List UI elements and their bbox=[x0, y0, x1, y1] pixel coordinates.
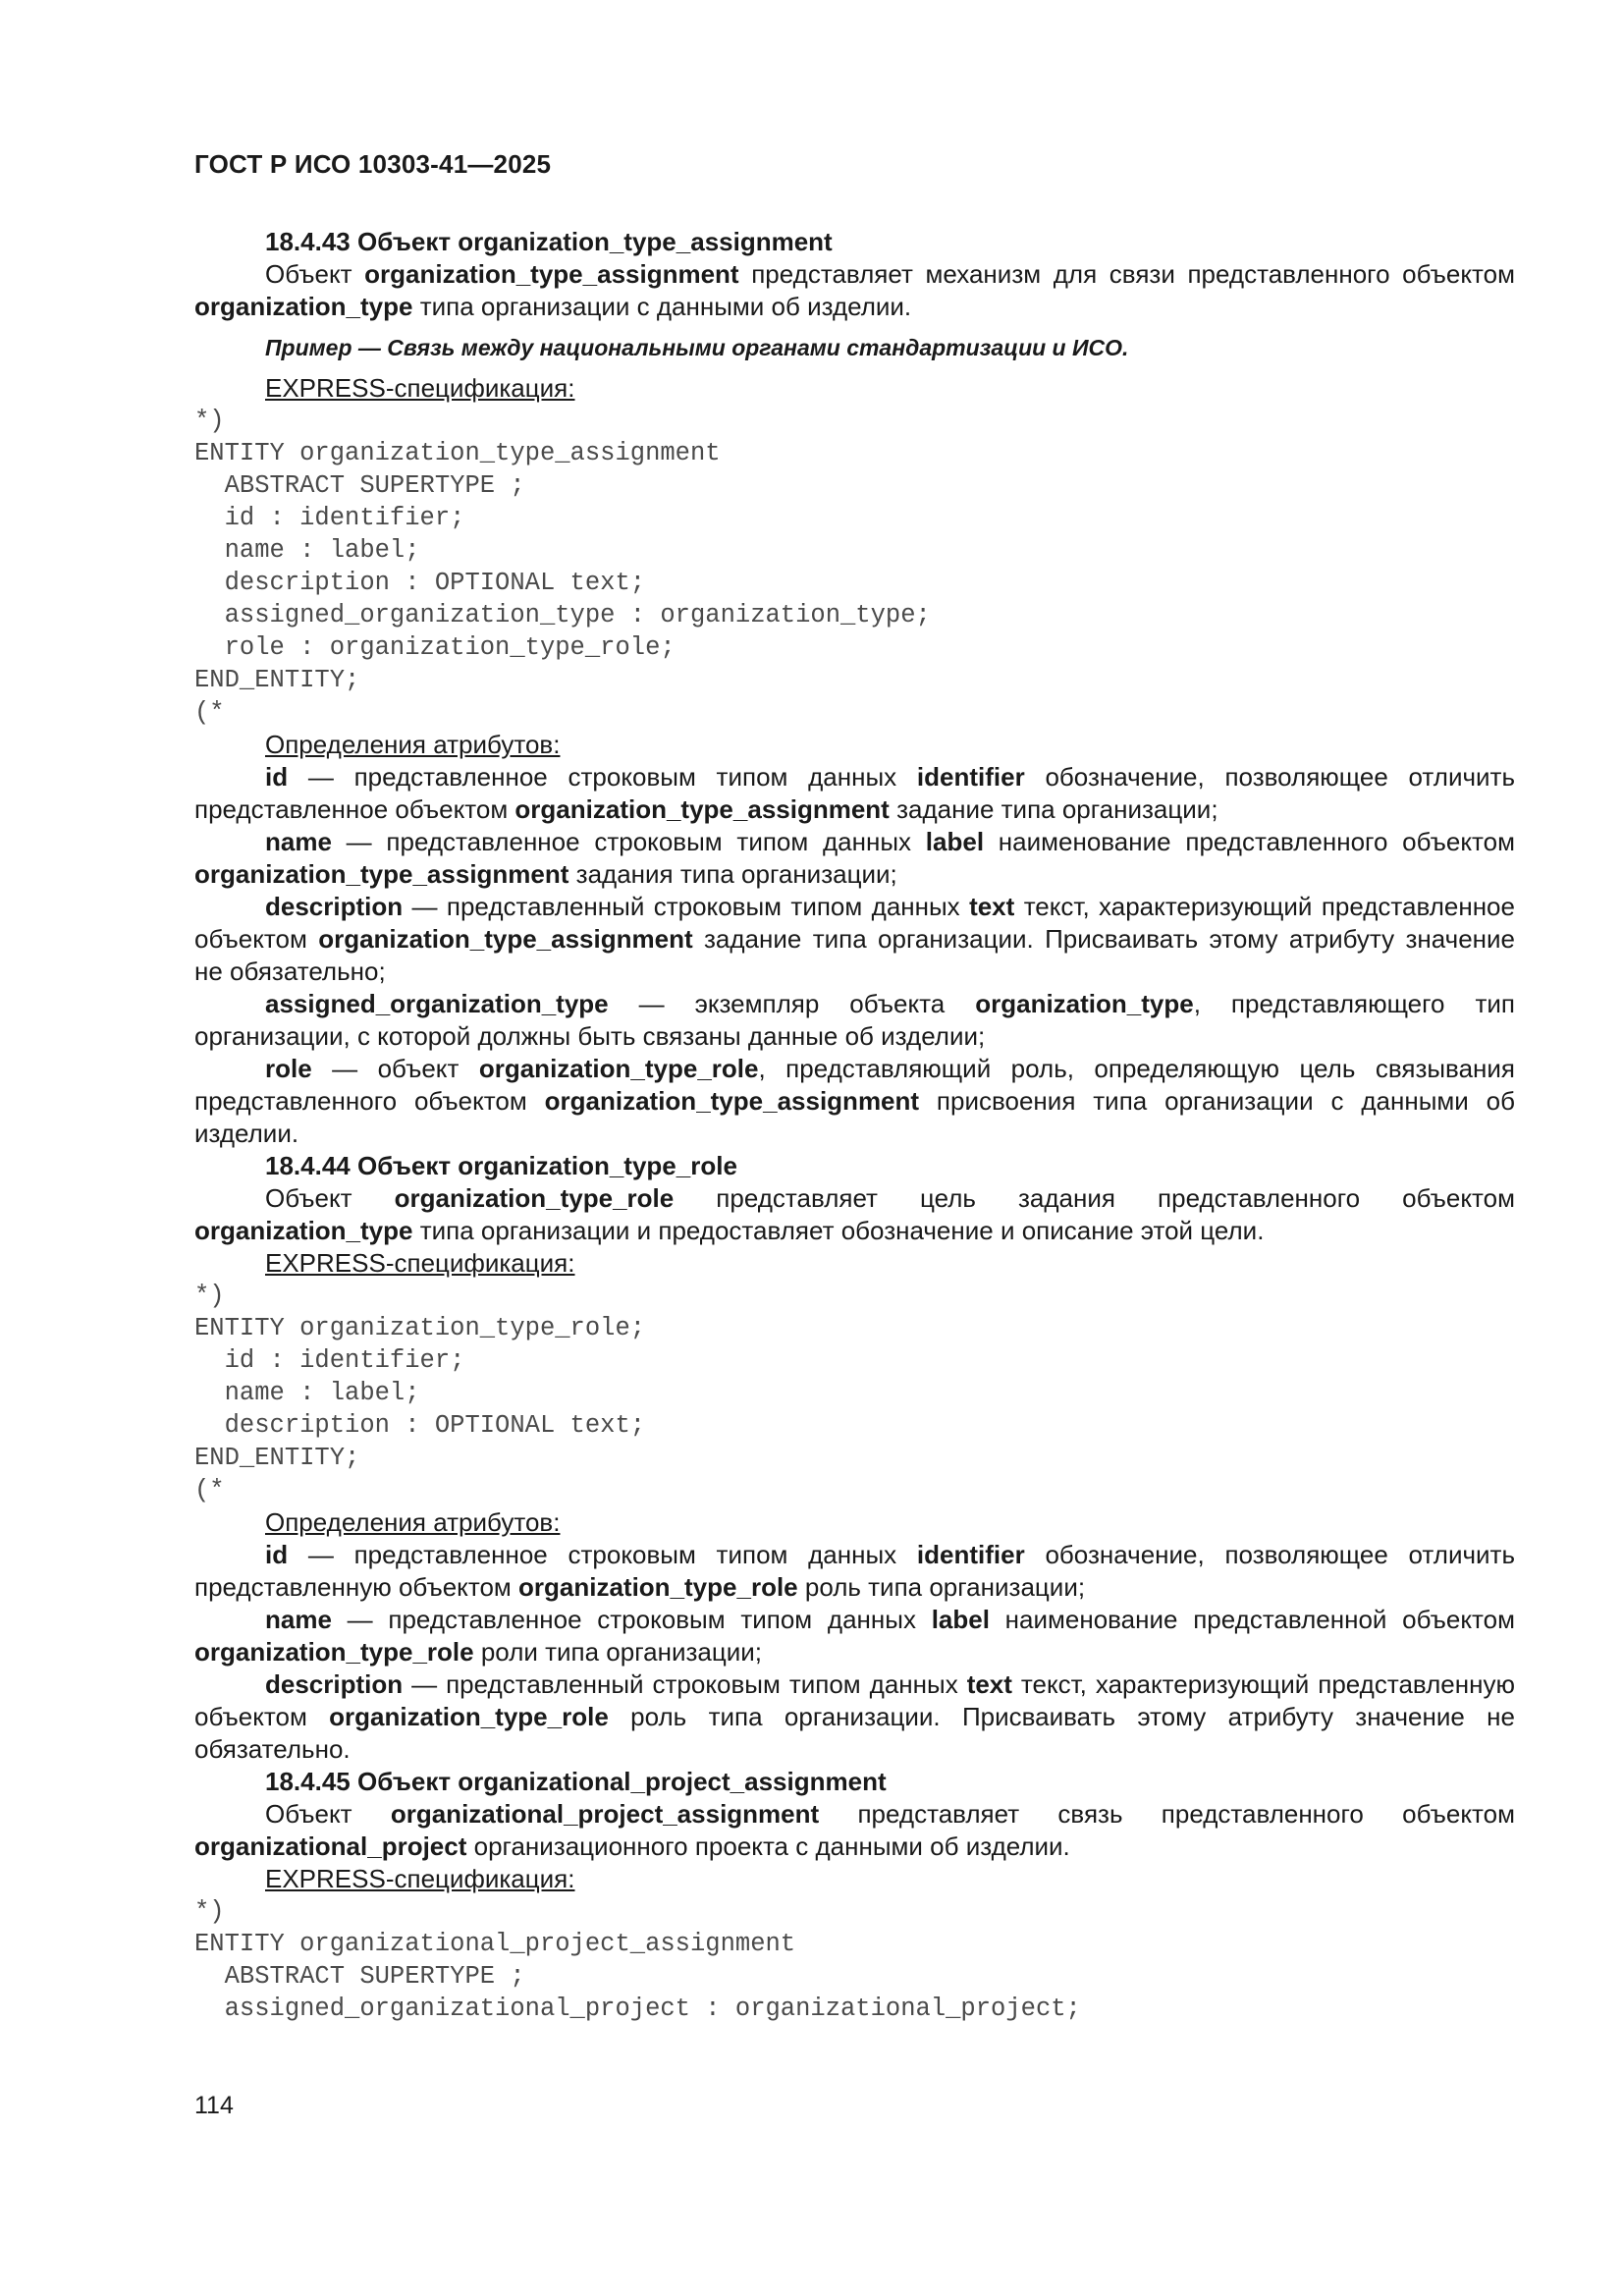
attribute-definition: description — представленный строковым типом данных text текст, характеризующий представленную объектом organization_type_role роль типа организации. Присваивать этому атрибуту значение не обязательно. bbox=[194, 1669, 1515, 1764]
attribute-definition: id — представленное строковым типом данных identifier обозначение, позволяющее отличить представленную объектом organization_type_role роль типа организации; bbox=[194, 1540, 1515, 1602]
section-intro: Объект organization_type_role представляет цель задания представленного объектом organization_type типа организации и предоставляет обозначение и описание этой цели. bbox=[194, 1183, 1515, 1245]
express-label: EXPRESS-спецификация: bbox=[265, 1864, 575, 1893]
attribute-definition: role — объект organization_type_role, представляющий роль, определяющую цель связывания представленного объектом organization_type_assignment присвоения типа организации с данными об изделии. bbox=[194, 1054, 1515, 1148]
page-number: 114 bbox=[194, 2092, 234, 2119]
express-code-block: *) ENTITY organization_type_assignment ABSTRACT SUPERTYPE ; id : identifier; name : label; description : OPTIONAL text; assigned_organization_type : organization_type; role : organization_type_role; END_ENTITY; (* bbox=[194, 407, 931, 727]
attribute-definition: description — представленный строковым типом данных text текст, характеризующий представленное объектом organization_type_assignment задание типа организации. Присваивать этому атрибуту значение не обязательно; bbox=[194, 892, 1515, 986]
express-label: EXPRESS-спецификация: bbox=[265, 1248, 575, 1278]
attribute-definitions bbox=[194, 1539, 1515, 1766]
attribute-definitions-label: Определения атрибутов: bbox=[265, 1507, 561, 1537]
attribute-definitions-label: Определения атрибутов: bbox=[265, 730, 561, 759]
attribute-definition: assigned_organization_type — экземпляр объекта organization_type, представляющего тип организации, с которой должны быть связаны данные об изделии; bbox=[194, 989, 1515, 1051]
attribute-definition: name — представленное строковым типом данных label наименование представленной объектом organization_type_role роли типа организации; bbox=[194, 1605, 1515, 1667]
express-code-block: *) ENTITY organization_type_role; id : identifier; name : label; description : OPTIONAL text; END_ENTITY; (* bbox=[194, 1282, 646, 1504]
section-intro: Объект organization_type_assignment представляет механизм для связи представленного объектом organization_type типа организации с данными об изделии. bbox=[194, 259, 1515, 321]
document-header: ГОСТ Р ИСО 10303-41—2025 bbox=[194, 149, 552, 179]
attribute-definition: id — представленное строковым типом данных identifier обозначение, позволяющее отличить представленное объектом organization_type_assignment задание типа организации; bbox=[194, 762, 1515, 824]
page-content bbox=[194, 226, 1515, 2025]
express-code-block: *) ENTITY organizational_project_assignment ABSTRACT SUPERTYPE ; assigned_organizational_project : organizational_project; bbox=[194, 1897, 1081, 2023]
section-heading-18-4-45: 18.4.45 Объект organizational_project_assignment bbox=[265, 1767, 887, 1796]
section-heading-18-4-44: 18.4.44 Объект organization_type_role bbox=[265, 1151, 737, 1180]
section-heading-18-4-43: 18.4.43 Объект organization_type_assignment bbox=[265, 227, 833, 256]
attribute-definition: name — представленное строковым типом данных label наименование представленного объектом organization_type_assignment задания типа организации; bbox=[194, 827, 1515, 889]
attribute-definitions bbox=[194, 761, 1515, 1150]
example-note: Пример — Связь между национальными органами стандартизации и ИСО. bbox=[265, 335, 1129, 360]
section-intro: Объект organizational_project_assignment представляет связь представленного объектом organizational_project организационного проекта с данными об изделии. bbox=[194, 1799, 1515, 1861]
express-label: EXPRESS-спецификация: bbox=[265, 373, 575, 403]
